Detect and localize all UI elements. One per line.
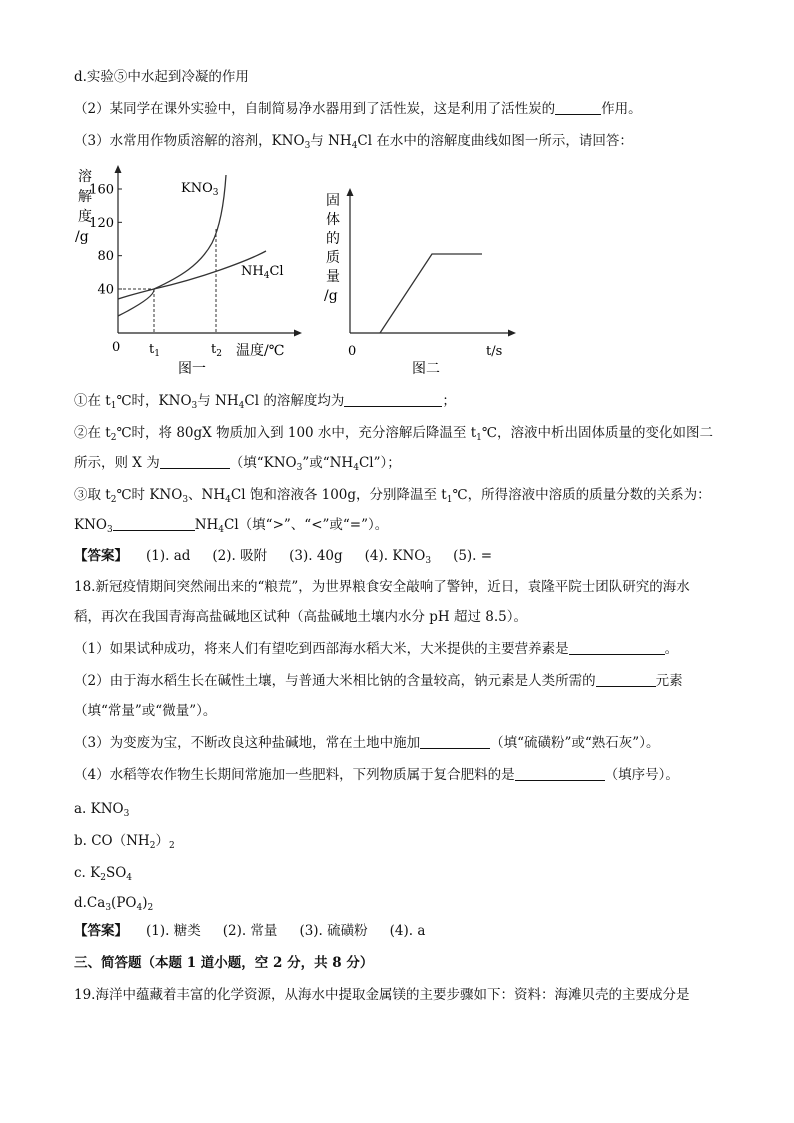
answer-17: 【答案】 (1). ad (2). 吸附 (3). 40g (4). $KNO_3$ (5). = [74, 548, 493, 566]
answer-blank[interactable] [555, 101, 601, 115]
fig2-y-arrow [347, 188, 354, 196]
q18-option-c: c. $K_2SO_4$ [74, 865, 133, 883]
figure-2-solid-mass-chart [324, 188, 516, 377]
fig1-ylabel-2: 解 [78, 189, 92, 205]
fig1-x-tick-t2: $t_2$ [211, 342, 222, 359]
fig1-xlabel: 温度/℃ [236, 343, 285, 359]
solubility-figures [70, 165, 530, 380]
q18-intro-1: 18.新冠疫情期间突然闹出来的“粮荒”，为世界粮食安全敲响了警钟，近日，袁隆平院士团队研究的海水 [74, 579, 690, 595]
q18-option-a: a. $KNO_3$ [74, 801, 130, 819]
q19-text: 19.海洋中蕴藏着丰富的化学资源，从海水中提取金属镁的主要步骤如下：资料：海滩贝壳的主要成分是 [74, 987, 690, 1003]
fig1-y-ticks [89, 183, 122, 298]
fig2-title: 图二 [412, 361, 440, 377]
fig1-y-arrow [115, 165, 122, 173]
fig1-y-tick-label: 40 [97, 282, 114, 298]
q18-sub-2: （2）由于海水稻生长在碱性土壤，与普通大米相比钠的含量较高，钠元素是人类所需的 元素 [74, 673, 683, 689]
q18-intro-2: 稻，再次在我国青海高盐碱地区试种（高盐碱地土壤内水分 pH 超过 8.5）。 [74, 609, 528, 625]
answer-blank[interactable] [420, 735, 490, 749]
figure-1-solubility-chart [75, 165, 302, 377]
q18-sub-1: （1）如果试种成功，将来人们有望吃到西部海水稻大米，大米提供的主要营养素是 。 [74, 641, 679, 657]
q18-option-b: b. $CO(NH_2)_2$ [74, 833, 175, 851]
series-solid-mass [380, 254, 482, 333]
fig1-x-arrow [294, 330, 302, 337]
fig1-x-tick-t1: $t_1$ [149, 342, 160, 359]
q18-sub-3: （3）为变废为宝，不断改良这种盐碱地，常在土地中施加 （填“硫磺粉”或“熟石灰”）。 [74, 735, 660, 751]
line-subq-1: ①在 $t_1℃$时，$KNO_3$与 $NH_4Cl$ 的溶解度均为 ； [74, 393, 456, 411]
q18-option-d: $d.Ca_3(PO_4)_2$ [74, 895, 154, 913]
fig1-y-tick-label: 120 [89, 215, 114, 231]
answer-blank[interactable] [596, 673, 656, 687]
fig2-ylabel-4: 质 [326, 250, 340, 266]
fig2-x-tick-0: 0 [348, 344, 357, 359]
line-option-d: d.实验⑤中水起到冷凝的作用 [74, 69, 249, 85]
fig1-ylabel-1: 溶 [78, 169, 92, 185]
line-q17-3: （3）水常用作物质溶解的溶剂，$KNO_3$与 $NH_4Cl$ 在水中的溶解度曲线如图一所示，请回答： [74, 133, 633, 151]
fig2-ylabel-2: 体 [326, 212, 340, 228]
fig2-xlabel: t/s [486, 344, 503, 359]
legend-kno3: $KNO_3$ [181, 181, 219, 198]
fig1-title: 图一 [178, 361, 206, 377]
answer-blank[interactable] [344, 393, 442, 407]
fig2-ylabel-6: /g [324, 288, 338, 304]
answer-blank[interactable] [569, 641, 665, 655]
line-q17-2: （2）某同学在课外实验中，自制简易净水器用到了活性炭，这是利用了活性炭的 作用。 [74, 101, 642, 117]
answer-blank[interactable] [515, 767, 605, 781]
fig1-ylabel-4: /g [75, 229, 89, 245]
series-kno3-curve [118, 175, 226, 316]
fig1-x-tick-0: 0 [112, 340, 121, 355]
fig2-ylabel-3: 的 [326, 231, 340, 247]
answer-blank[interactable] [113, 517, 195, 531]
q18-sub-2b: （填“常量”或“微量”）。 [74, 703, 217, 719]
fig2-ylabel-1: 固 [326, 193, 340, 209]
answer-18: 【答案】 (1). 糖类 (2). 常量 (3). 硫磺粉 (4). a [74, 923, 426, 939]
line-subq-2: ②在 $t_2℃$时，将 80gX 物质加入到 100 水中，充分溶解后降温至 $t_1℃$，溶液中析出固体质量的变化如图二 [74, 425, 713, 443]
line-subq-3b: $KNO_3$ $NH_4Cl$（填“>”、“<”或“=”）。 [74, 517, 389, 535]
fig2-x-arrow [508, 330, 516, 337]
fig1-y-tick-label: 80 [97, 249, 114, 265]
answer-blank[interactable] [160, 455, 230, 469]
line-subq-3: ③取 $t_2℃$时 $KNO_3$、$NH_4Cl$ 饱和溶液各 100g，分别降温至 $t_1℃$，所得溶液中溶质的质量分数的关系为： [74, 487, 711, 505]
line-subq-2b: 所示，则 X 为 （填“$KNO_3$”或“$NH_4Cl$”）； [74, 455, 401, 473]
fig2-ylabel-5: 量 [326, 269, 340, 285]
q18-sub-4: （4）水稻等农作物生长期间常施加一些肥料，下列物质属于复合肥料的是 （填序号）。 [74, 767, 679, 783]
legend-nh4cl: $NH_4Cl$ [241, 264, 284, 281]
fig1-ylabel-3: 度 [78, 209, 92, 225]
section-heading: 三、简答题（本题 1 道小题，空 2 分，共 8 分） [74, 955, 374, 971]
fig1-y-tick-label: 160 [89, 182, 114, 198]
